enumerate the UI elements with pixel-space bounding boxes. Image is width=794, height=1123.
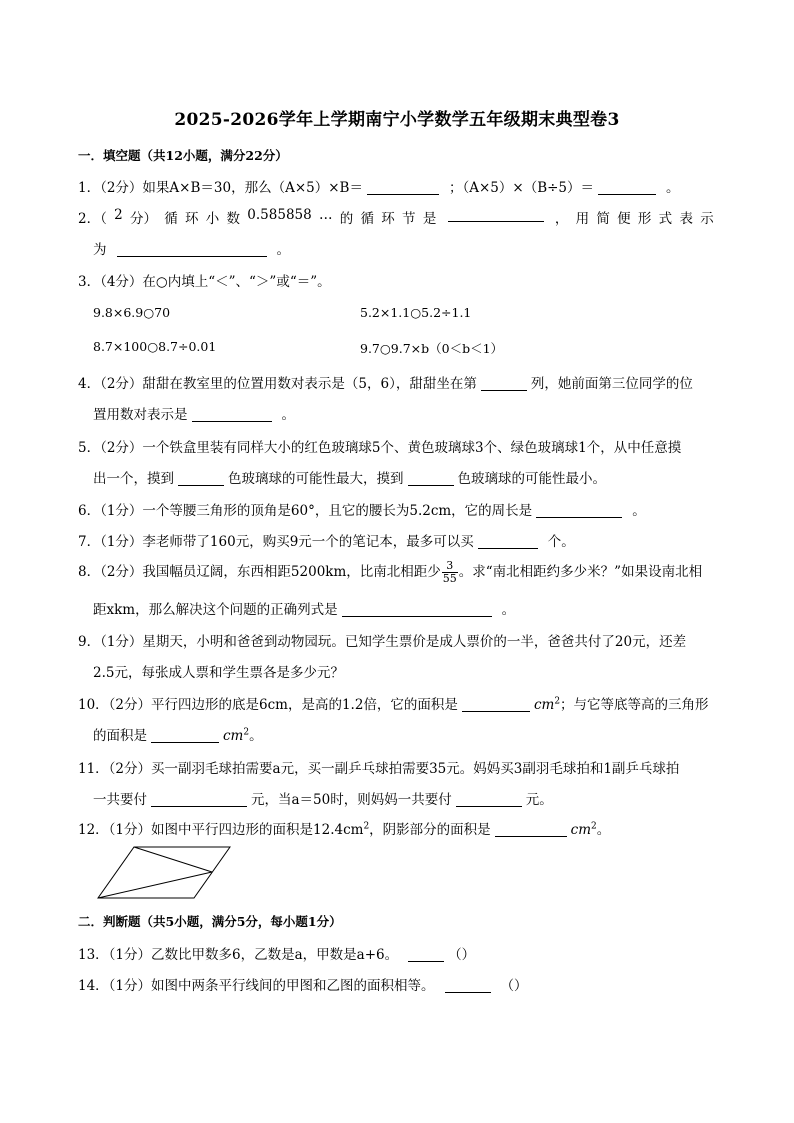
- answer-blank[interactable]: [408, 947, 444, 962]
- q14-text: 14．（1分）如图中两条平行线间的甲图和乙图的面积相等。: [78, 978, 435, 994]
- q11-text: 一共要付: [93, 792, 147, 808]
- question-3: 3．（4分）在○内填上“＜”、“＞”或“＝”。: [78, 274, 331, 290]
- answer-blank[interactable]: [495, 822, 567, 837]
- q8-text: 距xkm，那么解决这个问题的正确列式是: [93, 602, 338, 618]
- question-10-line2: [93, 724, 263, 744]
- q8-text: 。: [501, 602, 516, 618]
- fraction-numerator: 3: [442, 560, 458, 573]
- q3-item: 5.2×1.1○5.2÷1.1: [360, 305, 472, 320]
- q13-text: （）: [448, 947, 476, 963]
- question-13: [78, 943, 475, 963]
- answer-blank[interactable]: [481, 376, 527, 391]
- q6-text: 。: [632, 503, 646, 519]
- superscript: 2: [243, 727, 250, 738]
- q10-text: 的面积是: [93, 728, 147, 744]
- q4-text: 。: [281, 407, 295, 423]
- q2-part: 分）: [129, 211, 157, 227]
- question-9-line2: 2.5元，每张成人票和学生票各是多少元？: [93, 665, 344, 681]
- q4-text: 置用数对表示是: [93, 407, 188, 423]
- answer-blank[interactable]: [117, 242, 267, 257]
- unit-cm: cm: [223, 728, 244, 744]
- shaded-region-edge: [98, 872, 212, 898]
- q2-part: 表: [679, 211, 693, 227]
- q7-text: 7．（1分）李老师带了160元，购买9元一个的笔记本，最多可以买: [78, 534, 474, 550]
- shaded-region-edge: [134, 847, 212, 872]
- question-6: [78, 499, 646, 519]
- superscript: 2: [554, 696, 561, 707]
- q13-text: 13．（1分）乙数比甲数多6，乙数是a，甲数是a+6。: [78, 947, 399, 963]
- question-1: [78, 176, 680, 196]
- q2-text: 为: [93, 242, 107, 258]
- question-7: [78, 530, 575, 550]
- q10-text: 。: [249, 728, 263, 744]
- q4-text: 列，她前面第三位同学的位: [530, 376, 693, 392]
- answer-blank[interactable]: [151, 728, 219, 743]
- unit-cm: cm: [533, 697, 555, 713]
- answer-blank[interactable]: [192, 407, 272, 422]
- q12-text: ，阴影部分的面积是: [369, 822, 491, 838]
- q2-part: 的: [339, 211, 354, 227]
- question-2: [78, 207, 714, 227]
- q11-text: 元。: [525, 792, 553, 808]
- q10-text: ；与它等底等高的三角形: [560, 697, 709, 713]
- q10-text: 10．（2分）平行四边形的底是6cm，是高的1.2倍，它的面积是: [78, 697, 458, 713]
- q3-item: 9.7○9.7×b（0＜b＜1）: [360, 341, 504, 356]
- question-10: [78, 693, 709, 713]
- question-5-line2: [93, 467, 606, 487]
- answer-blank[interactable]: [448, 207, 544, 222]
- q2-part: ，: [554, 211, 569, 227]
- answer-blank[interactable]: [342, 602, 492, 617]
- question-4: [78, 372, 693, 392]
- q2-part: 节: [402, 211, 416, 227]
- q1-text-a: 1．（2分）如果A×B＝30，那么（A×5）×B＝: [78, 180, 363, 196]
- q8-text: 。求“南北相距约多少米？”如果设南北相: [458, 564, 703, 580]
- q2-part: 形: [637, 211, 652, 227]
- parallelogram-figure: [94, 844, 234, 902]
- question-9: 9．（1分）星期天，小明和爸爸到动物园玩。已知学生票价是成人票价的一半，爸爸共付了20元，还差: [78, 634, 687, 650]
- q2-part: 式: [658, 211, 673, 227]
- q12-text: 。: [596, 822, 611, 838]
- q8-text: 8．（2分）我国幅员辽阔，东西相距5200km，比南北相距少: [78, 564, 441, 580]
- q7-text: 个。: [547, 534, 575, 550]
- question-2-line2: [93, 238, 290, 258]
- section-fill-in: 一．填空题（共12小题，满分22分）: [78, 148, 288, 163]
- answer-blank[interactable]: [598, 180, 656, 195]
- answer-blank[interactable]: [462, 697, 530, 712]
- answer-blank[interactable]: [178, 471, 224, 486]
- answer-blank[interactable]: [445, 978, 491, 993]
- q2-part: 便: [617, 211, 631, 227]
- q2-part: 是: [422, 211, 437, 227]
- section-true-false: 二．判断题（共5小题，满分5分，每小题1分）: [78, 914, 342, 929]
- page-title: 2025-2026学年上学期南宁小学数学五年级期末典型卷3: [174, 110, 620, 130]
- q2-part: 2: [114, 207, 123, 223]
- q2-part: 数: [226, 211, 241, 227]
- q5-text: 色玻璃球的可能性最小。: [457, 471, 606, 487]
- q12-text: 12．（1分）如图中平行四边形的面积是12.4cm: [78, 822, 364, 838]
- q5-text: 色玻璃球的可能性最大，摸到: [228, 471, 404, 487]
- q2-part: …: [318, 207, 333, 223]
- unit-cm: cm: [570, 822, 592, 838]
- q3-item: 8.7×100○8.7÷0.01: [93, 339, 217, 354]
- q2-part: 0.585858: [247, 207, 312, 223]
- q3-item: 9.8×6.9○70: [93, 305, 171, 320]
- q2-part: 示: [700, 211, 714, 227]
- superscript: 2: [363, 821, 370, 832]
- q5-text: 出一个，摸到: [93, 471, 174, 487]
- q2-justified-line: [78, 207, 714, 227]
- question-11: 11．（2分）买一副羽毛球拍需要a元，买一副乒乓球拍需要35元。妈妈买3副羽毛球拍和1副乒乓球拍: [78, 761, 680, 777]
- question-14: [78, 974, 528, 994]
- superscript: 2: [591, 821, 597, 832]
- q2-part: 2．（: [78, 211, 107, 227]
- q2-part: 简: [596, 211, 610, 227]
- fraction: [442, 560, 458, 585]
- q2-part: 环: [185, 211, 199, 227]
- q2-part: 循: [360, 211, 375, 227]
- q2-part: 环: [381, 211, 395, 227]
- q1-text-b: ；（A×5）×（B÷5）＝: [448, 180, 595, 196]
- question-8: [78, 560, 702, 585]
- q4-text: 4．（2分）甜甜在教室里的位置用数对表示是（5，6），甜甜坐在第: [78, 376, 477, 392]
- answer-blank[interactable]: [478, 534, 538, 549]
- q6-text: 6．（1分）一个等腰三角形的顶角是60°，且它的腰长为5.2cm，它的周长是: [78, 503, 533, 519]
- q2-text: 。: [276, 242, 290, 258]
- answer-blank[interactable]: [408, 471, 454, 486]
- q1-text-c: 。: [666, 180, 680, 196]
- question-8-line2: [93, 598, 515, 618]
- fraction-denominator: 55: [442, 572, 457, 585]
- q14-text: （）: [500, 978, 528, 994]
- question-4-line2: [93, 403, 295, 423]
- q2-part: 循: [164, 211, 178, 227]
- answer-blank[interactable]: [456, 792, 522, 807]
- answer-blank[interactable]: [536, 503, 622, 518]
- question-12: [78, 818, 610, 838]
- answer-blank[interactable]: [367, 180, 439, 195]
- q2-part: 用: [575, 211, 590, 227]
- question-11-line2: [93, 788, 553, 808]
- q11-text: 元，当a＝50时，则妈妈一共要付: [251, 792, 452, 808]
- q2-part: 小: [205, 211, 220, 227]
- question-5: 5．（2分）一个铁盒里装有同样大小的红色玻璃球5个、黄色玻璃球3个、绿色玻璃球1个，从中任意摸: [78, 440, 682, 456]
- answer-blank[interactable]: [151, 792, 247, 807]
